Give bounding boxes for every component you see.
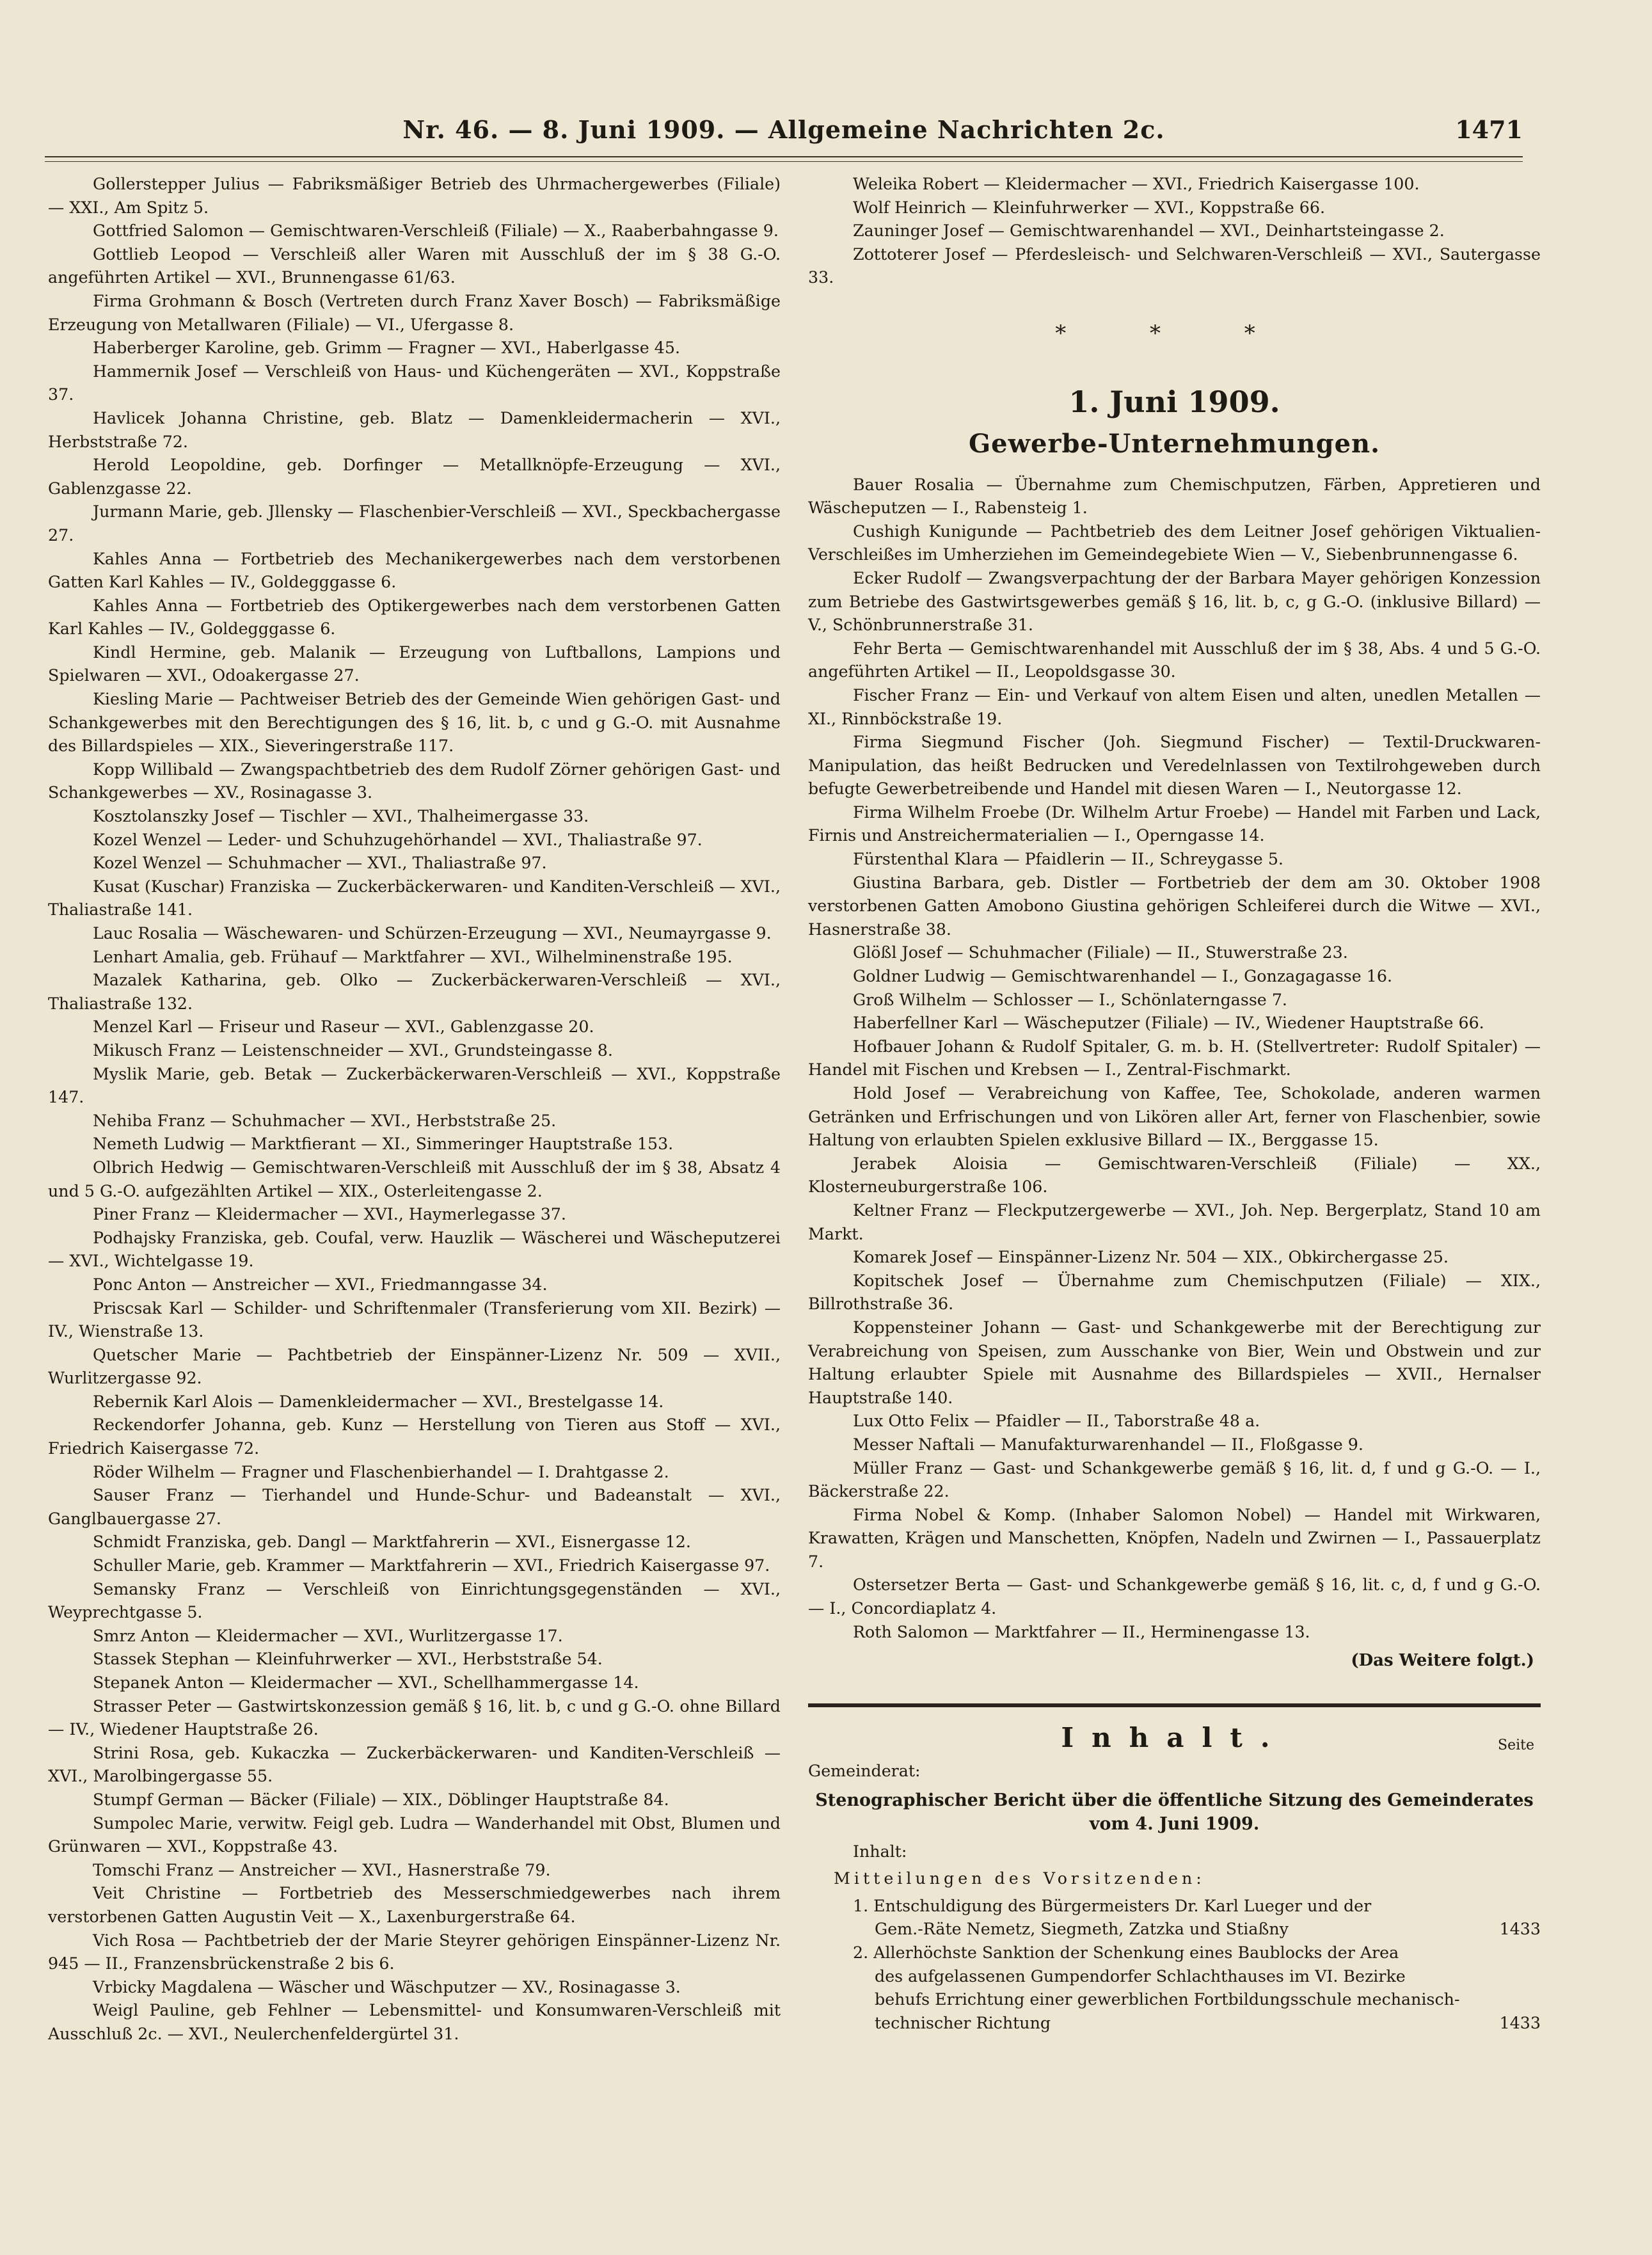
listing-entry: Zottoterer Josef — Pferdesleisch- und Selchwaren-Verschleiß — XVI., Sautergasse 33. [808, 244, 1541, 287]
contents-items [808, 1895, 1541, 2036]
listing-entry: Kusat (Kuschar) Franziska — Zuckerbäckerwaren- und Kanditen-Verschleiß — XVI., Thaliastraße 141. [48, 877, 781, 920]
listing-entry: Müller Franz — Gast- und Schankgewerbe gemäß § 16, lit. d, f und g G.-O. — I., Bäckerstraße 22. [808, 1458, 1541, 1501]
contents-report-title: Stenographischer Bericht über die öffentliche Sitzung des Gemeinderates vom 4. Juni 1909. [815, 1790, 1534, 1835]
listing-entry: Hammernik Josef — Verschleiß von Haus- und Küchengeräten — XVI., Koppstraße 37. [48, 362, 781, 404]
contents-inhalt-label: Inhalt: [853, 1842, 907, 1861]
contents-item-page: 1433 [1499, 1920, 1541, 1939]
listing-entry: Fehr Berta — Gemischtwarenhandel mit Ausschluß der im § 38, Abs. 4 und 5 G.-O. angeführten Artikel — II., Leopoldsgasse 30. [808, 639, 1541, 681]
contents-item-text: 1. Entschuldigung des Bürgermeisters Dr. Karl Lueger und der [853, 1896, 1372, 1915]
listing-entry: Priscsak Karl — Schilder- und Schriftenmaler (Transferierung vom XII. Bezirk) — IV., Wienstraße 13. [48, 1298, 781, 1341]
listing-entry: Gottfried Salomon — Gemischtwaren-Verschleiß (Filiale) — X., Raaberbahngasse 9. [93, 221, 779, 241]
listing-entry: Messer Naftali — Manufakturwarenhandel — II., Floßgasse 9. [853, 1435, 1363, 1454]
listing-entry: Haberberger Karoline, geb. Grimm — Fragner — XVI., Haberlgasse 45. [93, 339, 680, 358]
contents-page-label: Seite [1498, 1737, 1534, 1753]
contents-item [853, 1941, 1541, 2035]
listing-entry: Havlicek Johanna Christine, geb. Blatz — Damenkleidermacherin — XVI., Herbststraße 72. [48, 408, 781, 451]
page-number: 1471 [1455, 115, 1523, 144]
contents-item-line [853, 1988, 1541, 2012]
listing-entry: Ponc Anton — Anstreicher — XVI., Friedmanngasse 34. [93, 1275, 548, 1294]
listing-entry: Myslik Marie, geb. Betak — Zuckerbäckerwaren-Verschleiß — XVI., Koppstraße 147. [48, 1064, 781, 1107]
contents-gemeinderat: Gemeinderat: [808, 1761, 921, 1780]
header-rule [45, 156, 1523, 162]
listing-entry: Gollerstepper Julius — Fabriksmäßiger Betrieb des Uhrmachergewerbes (Filiale) — XXI., Am Spitz 5. [48, 175, 781, 217]
listing-entry: Cushigh Kunigunde — Pachtbetrieb des dem Leitner Josef gehörigen Viktualien-Verschleißes im Umherziehen im Gemeindegebiete Wien — V., Siebenbrunnengasse 6. [808, 522, 1541, 564]
listing-entry: Bauer Rosalia — Übernahme zum Chemischputzen, Färben, Appretieren und Wäscheputzen — I., Rabensteig 1. [808, 475, 1541, 518]
contents-item-line [853, 1965, 1541, 1989]
listing-entry: Kiesling Marie — Pachtweiser Betrieb des der Gemeinde Wien gehörigen Gast- und Schankgewerbes mit den Berechtigungen des § 16, lit. b, c und g G.-O. mit Ausnahme des Billardspieles — XIX., Sieveringerstraße 117. [48, 690, 781, 756]
listing-entry: Kopp Willibald — Zwangspachtbetrieb des dem Rudolf Zörner gehörigen Gast- und Schankgewerbes — XV., Rosinagasse 3. [48, 760, 781, 802]
listing-entry: Kozel Wenzel — Schuhmacher — XVI., Thaliastraße 97. [93, 854, 547, 873]
contents-item-page: 1433 [1499, 2013, 1541, 2032]
contents-item-line [853, 1918, 1541, 1941]
contents-mitteilungen: Mitteilungen des Vorsitzenden: [834, 1869, 1205, 1888]
header-title: Nr. 46. — 8. Juni 1909. — Allgemeine Nachrichten 2c. [402, 115, 1165, 144]
listing-entry: Smrz Anton — Kleidermacher — XVI., Wurlitzergasse 17. [93, 1626, 563, 1645]
listing-entry: Stepanek Anton — Kleidermacher — XVI., Schellhammergasse 14. [93, 1673, 639, 1692]
listing-entry: Podhajsky Franziska, geb. Coufal, verw. Hauzlik — Wäscherei und Wäscheputzerei — XVI., Wichtelgasse 19. [48, 1228, 781, 1271]
listing-entry: Kahles Anna — Fortbetrieb des Mechanikergewerbes nach dem verstorbenen Gatten Karl Kahles — IV., Goldegggasse 6. [48, 549, 781, 592]
listing-entry: Lauc Rosalia — Wäschewaren- und Schürzen-Erzeugung — XVI., Neumayrgasse 9. [93, 924, 772, 943]
listing-entry: Kosztolanszky Josef — Tischler — XVI., Thalheimergasse 33. [93, 807, 589, 826]
listing-entry: Komarek Josef — Einspänner-Lizenz Nr. 504 — XIX., Obkirchergasse 25. [853, 1248, 1449, 1267]
contents-item-line [853, 1895, 1541, 1918]
listing-entry: Tomschi Franz — Anstreicher — XVI., Hasnerstraße 79. [93, 1860, 551, 1879]
contents-header [808, 1721, 1541, 1758]
listing-entry: Semansky Franz — Verschleiß von Einrichtungsgegenständen — XVI., Weyprechtgasse 5. [48, 1579, 781, 1622]
listing-entry: Giustina Barbara, geb. Distler — Fortbetrieb der dem am 30. Oktober 1908 verstorbenen Gatten Amobono Giustina gehörigen Schleiferei durch die Witwe — XVI., Hasnerstraße 38. [808, 873, 1541, 939]
listing-entry: Kahles Anna — Fortbetrieb des Optikergewerbes nach dem verstorbenen Gatten Karl Kahles — IV., Goldegggasse 6. [48, 596, 781, 639]
listing-entry: Veit Christine — Fortbetrieb des Messerschmiedgewerbes nach ihrem verstorbenen Gatten Augustin Veit — X., Laxenburgerstraße 64. [48, 1884, 781, 1926]
contents-title: Inhalt. [1061, 1721, 1288, 1753]
right-column-top-entries [808, 173, 1541, 290]
listing-entry: Röder Wilhelm — Fragner und Flaschenbierhandel — I. Drahtgasse 2. [93, 1462, 669, 1481]
listing-entry: Koppensteiner Johann — Gast- und Schankgewerbe mit der Berechtigung zur Verabreichung von Speisen, zum Ausschanke von Bier, Wein und Obstwein und zur Haltung erlaubter Spiele mit Ausnahme des Billardspieles — XVII., Hernalser Hauptstraße 140. [808, 1318, 1541, 1407]
listing-entry: Weigl Pauline, geb Fehlner — Lebensmittel- und Konsumwaren-Verschleiß mit Ausschluß 2c. — XVI., Neulerchenfeldergürtel 31. [48, 2001, 781, 2043]
left-column [48, 173, 781, 2046]
listing-entry: Olbrich Hedwig — Gemischtwaren-Verschleiß mit Ausschluß der im § 38, Absatz 4 und 5 G.-O. aufgezählten Artikel — XIX., Osterleitengasse 2. [48, 1158, 781, 1200]
contents-item-text: technischer Richtung [875, 2013, 1051, 2032]
listing-entry: Strini Rosa, geb. Kukaczka — Zuckerbäckerwaren- und Kanditen-Verschleiß — XVI., Marolbingergasse 55. [48, 1743, 781, 1786]
listing-entry: Lux Otto Felix — Pfaidler — II., Taborstraße 48 a. [853, 1412, 1260, 1431]
listing-entry: Glößl Josef — Schuhmacher (Filiale) — II., Stuwerstraße 23. [853, 943, 1348, 962]
listing-entry: Herold Leopoldine, geb. Dorfinger — Metallknöpfe-Erzeugung — XVI., Gablenzgasse 22. [48, 456, 781, 498]
listing-entry: Ostersetzer Berta — Gast- und Schankgewerbe gemäß § 16, lit. c, d, f und g G.-O. — I., Concordiaplatz 4. [808, 1575, 1541, 1618]
contents-rule [808, 1703, 1541, 1707]
listing-entry: Firma Nobel & Komp. (Inhaber Salomon Nobel) — Handel mit Wirkwaren, Krawatten, Krägen und Manschetten, Knöpfen, Nadeln und Zwirnen — I., Passauerplatz 7. [808, 1505, 1541, 1571]
listing-entry: Fürstenthal Klara — Pfaidlerin — II., Schreygasse 5. [853, 850, 1283, 869]
listing-entry: Weleika Robert — Kleidermacher — XVI., Friedrich Kaisergasse 100. [853, 175, 1420, 193]
right-column-entries [808, 474, 1541, 1645]
listing-entry: Kopitschek Josef — Übernahme zum Chemischputzen (Filiale) — XIX., Billrothstraße 36. [808, 1271, 1541, 1314]
listing-entry: Strasser Peter — Gastwirtskonzession gemäß § 16, lit. b, c und g G.-O. ohne Billard — IV., Wiedener Hauptstraße 26. [48, 1696, 781, 1739]
listing-entry: Hold Josef — Verabreichung von Kaffee, Tee, Schokolade, anderen warmen Getränken und Erfrischungen und von Likören aller Art, ferner von Flaschenbier, sowie Haltung von erlaubten Spielen exklusive Billard — IX., Berggasse 15. [808, 1084, 1541, 1150]
listing-entry: Nemeth Ludwig — Marktfierant — XI., Simmeringer Hauptstraße 153. [93, 1135, 674, 1154]
continued-note: (Das Weitere folgt.) [1351, 1651, 1534, 1671]
listing-entry: Hofbauer Johann & Rudolf Spitaler, G. m. b. H. (Stellvertreter: Rudolf Spitaler) — Handel mit Fischen und Krebsen — I., Zentral-Fischmarkt. [808, 1037, 1541, 1080]
listing-entry: Kozel Wenzel — Leder- und Schuhzugehörhandel — XVI., Thaliastraße 97. [93, 830, 703, 849]
listing-entry: Menzel Karl — Friseur und Raseur — XVI., Gablenzgasse 20. [93, 1017, 594, 1037]
section-separator-stars: * * * [1055, 320, 1294, 346]
listing-entry: Ecker Rudolf — Zwangsverpachtung der der Barbara Mayer gehörigen Konzession zum Betriebe des Gastwirtsgewerbes gemäß § 16, lit. b, c, g G.-O. (inklusive Billard) — V., Schönbrunnerstraße 31. [808, 568, 1541, 635]
listing-entry: Nehiba Franz — Schuhmacher — XVI., Herbststraße 25. [93, 1111, 557, 1130]
listing-entry: Stumpf German — Bäcker (Filiale) — XIX., Döblinger Hauptstraße 84. [93, 1790, 669, 1809]
listing-entry: Kindl Hermine, geb. Malanik — Erzeugung von Luftballons, Lampions und Spielwaren — XVI., Odoakergasse 27. [48, 642, 781, 685]
listing-entry: Gottlieb Leopod — Verschleiß aller Waren mit Ausschluß der im § 38 G.-O. angeführten Artikel — XVI., Brunnengasse 61/63. [48, 244, 781, 287]
section-heading: Gewerbe-Unternehmungen. [968, 428, 1381, 459]
listing-entry: Wolf Heinrich — Kleinfuhrwerker — XVI., Koppstraße 66. [853, 198, 1326, 217]
listing-entry: Firma Siegmund Fischer (Joh. Siegmund Fischer) — Textil-Druckwaren-Manipulation, das heißt Bedrucken und Veredelnlassen von Textilrohgeweben durch befugte Gewerbetreibende und Handel mit diesen Waren — I., Neutorgasse 12. [808, 733, 1541, 799]
listing-entry: Keltner Franz — Fleckputzergewerbe — XVI., Joh. Nep. Bergerplatz, Stand 10 am Markt. [808, 1200, 1541, 1243]
date-heading: 1. Juni 1909. [1068, 384, 1280, 419]
listing-entry: Vrbicky Magdalena — Wäscher und Wäschputzer — XV., Rosinagasse 3. [93, 1977, 681, 1996]
listing-entry: Zauninger Josef — Gemischtwarenhandel — XVI., Deinhartsteingasse 2. [853, 221, 1445, 241]
listing-entry: Firma Wilhelm Froebe (Dr. Wilhelm Artur Froebe) — Handel mit Farben und Lack, Firnis und Anstreichermaterialien — I., Operngasse 14. [808, 802, 1541, 845]
contents-item-text: des aufgelassenen Gumpendorfer Schlachthauses im VI. Bezirke [875, 1966, 1406, 1986]
listing-entry: Lenhart Amalia, geb. Frühauf — Marktfahrer — XVI., Wilhelminenstraße 195. [93, 947, 733, 966]
listing-entry: Goldner Ludwig — Gemischtwarenhandel — I., Gonzagagasse 16. [853, 967, 1392, 986]
listing-entry: Jurmann Marie, geb. Jllensky — Flaschenbier-Verschleiß — XVI., Speckbachergasse 27. [48, 502, 781, 545]
page-header [45, 115, 1523, 154]
contents-item-text: 2. Allerhöchste Sanktion der Schenkung eines Baublocks der Area [853, 1943, 1399, 1962]
right-column [808, 173, 1541, 2035]
contents-item-line [853, 1941, 1541, 1965]
listing-entry: Rebernik Karl Alois — Damenkleidermacher — XVI., Brestelgasse 14. [93, 1392, 664, 1411]
listing-entry: Stassek Stephan — Kleinfuhrwerker — XVI., Herbststraße 54. [93, 1650, 603, 1669]
listing-entry: Piner Franz — Kleidermacher — XVI., Haymerlegasse 37. [93, 1205, 566, 1224]
contents-item [853, 1895, 1541, 1941]
listing-entry: Groß Wilhelm — Schlosser — I., Schönlaterngasse 7. [853, 990, 1287, 1009]
listing-entry: Quetscher Marie — Pachtbetrieb der Einspänner-Lizenz Nr. 509 — XVII., Wurlitzergasse 92. [48, 1345, 781, 1388]
listing-entry: Reckendorfer Johanna, geb. Kunz — Herstellung von Tieren aus Stoff — XVI., Friedrich Kaisergasse 72. [48, 1415, 781, 1458]
contents-item-text: Gem.-Räte Nemetz, Siegmeth, Zatzka und Stiaßny [875, 1920, 1289, 1939]
listing-entry: Haberfellner Karl — Wäscheputzer (Filiale) — IV., Wiedener Hauptstraße 66. [853, 1014, 1484, 1033]
listing-entry: Mazalek Katharina, geb. Olko — Zuckerbäckerwaren-Verschleiß — XVI., Thaliastraße 132. [48, 971, 781, 1013]
listing-entry: Sumpolec Marie, verwitw. Feigl geb. Ludra — Wanderhandel mit Obst, Blumen und Grünwaren — XVI., Koppstraße 43. [48, 1813, 781, 1856]
listing-entry: Firma Grohmann & Bosch (Vertreten durch Franz Xaver Bosch) — Fabriksmäßige Erzeugung von Metallwaren (Filiale) — VI., Ufergasse 8. [48, 291, 781, 334]
listing-entry: Schuller Marie, geb. Krammer — Marktfahrerin — XVI., Friedrich Kaisergasse 97. [93, 1556, 770, 1575]
listing-entry: Fischer Franz — Ein- und Verkauf von altem Eisen und alten, unedlen Metallen — XI., Rinnböckstraße 19. [808, 685, 1541, 728]
listing-entry: Jerabek Aloisia — Gemischtwaren-Verschleiß (Filiale) — XX., Klosterneuburgerstraße 106. [808, 1154, 1541, 1197]
listing-entry: Mikusch Franz — Leistenschneider — XVI., Grundsteingasse 8. [93, 1040, 613, 1060]
contents-item-line [853, 2012, 1541, 2036]
listing-entry: Schmidt Franziska, geb. Dangl — Marktfahrerin — XVI., Eisnergasse 12. [93, 1533, 691, 1552]
listing-entry: Sauser Franz — Tierhandel und Hunde-Schur- und Badeanstalt — XVI., Ganglbauergasse 27. [48, 1486, 781, 1528]
listing-entry: Roth Salomon — Marktfahrer — II., Herminengasse 13. [853, 1622, 1310, 1641]
listing-entry: Vich Rosa — Pachtbetrieb der der Marie Steyrer gehörigen Einspänner-Lizenz Nr. 945 — II., Franzensbrückenstraße 2 bis 6. [48, 1931, 781, 1973]
contents-item-text: behufs Errichtung einer gewerblichen Fortbildungsschule mechanisch- [875, 1990, 1460, 2009]
